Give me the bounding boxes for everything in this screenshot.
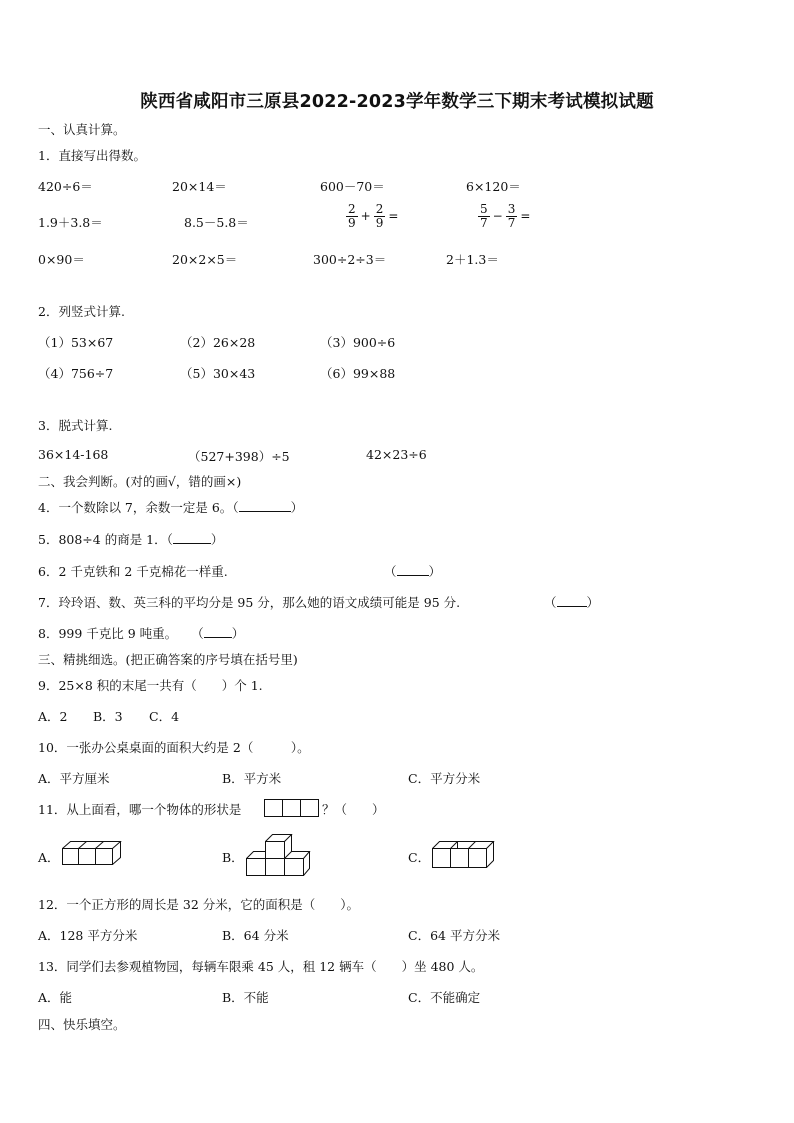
- calc-item: 20×2×5＝: [172, 252, 238, 267]
- question-7: 7．玲玲语、数、英三科的平均分是 95 分，那么她的语文成绩可能是 95 分.: [38, 595, 461, 610]
- fraction-expression-1: $\frac{2}{9}$ + $\frac{2}{9}$ =: [348, 202, 399, 230]
- vertical-calc-item: （4）756÷7: [38, 366, 114, 381]
- stepwise-calc-item: （527+398）÷5: [188, 449, 290, 464]
- stepwise-calc-item: 42×23÷6: [366, 447, 427, 462]
- option-b[interactable]: B．不能: [222, 990, 269, 1005]
- option-b[interactable]: B．3: [93, 709, 123, 724]
- option-a[interactable]: A．2: [38, 709, 68, 724]
- calc-item: 300÷2÷3＝: [313, 252, 387, 267]
- page-title: 陕西省咸阳市三原县2022-2023学年数学三下期末考试模拟试题: [140, 92, 654, 112]
- question-6-answer: （ ）: [384, 564, 442, 579]
- question-4: 4．一个数除以 7，余数一定是 6。（ ）: [38, 500, 304, 515]
- option-a[interactable]: A．128 平方分米: [38, 928, 138, 943]
- calc-item: 20×14＝: [172, 179, 227, 194]
- section-heading-4: 四、快乐填空。: [38, 1017, 126, 1032]
- question-11-text: 11．从上面看，哪一个物体的形状是: [38, 802, 242, 817]
- question-5: 5．808÷4 的商是 1．（ ）: [38, 532, 224, 547]
- question-1-label: 1．直接写出得数。: [38, 148, 146, 163]
- answer-blank[interactable]: [204, 637, 232, 638]
- option-a[interactable]: A．能: [38, 990, 73, 1005]
- calc-item: 0×90＝: [38, 252, 85, 267]
- answer-blank[interactable]: [173, 543, 211, 544]
- calc-item: 6×120＝: [466, 179, 521, 194]
- calc-item: 600－70＝: [320, 179, 385, 194]
- answer-blank[interactable]: [557, 606, 587, 607]
- cube-stack-a-icon: [62, 838, 122, 872]
- calc-item: 8.5－5.8＝: [184, 215, 249, 230]
- vertical-calc-item: （3）900÷6: [320, 335, 396, 350]
- question-8: 8．999 千克比 9 吨重。 （ ）: [38, 626, 245, 641]
- section-heading-1: 一、认真计算。: [38, 122, 126, 137]
- option-c[interactable]: C．: [408, 850, 431, 865]
- fraction: $\frac{5}{7}$: [480, 202, 488, 230]
- vertical-calc-item: （2）26×28: [180, 335, 256, 350]
- option-c[interactable]: C．4: [149, 709, 180, 724]
- section-heading-2: 二、我会判断。(对的画√，错的画×): [38, 474, 242, 489]
- calc-item: 1.9＋3.8＝: [38, 215, 103, 230]
- option-c[interactable]: C．64 平方分米: [408, 928, 500, 943]
- answer-blank[interactable]: [239, 511, 291, 512]
- section-heading-3: 三、精挑细选。(把正确答案的序号填在括号里): [38, 652, 298, 667]
- fraction: $\frac{2}{9}$: [348, 202, 356, 230]
- calc-item: 2＋1.3＝: [446, 252, 499, 267]
- question-7-answer: （ ）: [544, 595, 600, 610]
- question-10: 10．一张办公桌桌面的面积大约是 2（ ）。: [38, 740, 310, 755]
- stepwise-calc-item: 36×14-168: [38, 447, 109, 462]
- option-b[interactable]: B．: [222, 850, 244, 865]
- question-6: 6．2 千克铁和 2 千克棉花一样重.: [38, 564, 228, 579]
- vertical-calc-item: （5）30×43: [180, 366, 256, 381]
- question-13: 13．同学们去参观植物园，每辆车限乘 45 人，租 12 辆车（ ）坐 480 人。: [38, 959, 484, 974]
- vertical-calc-item: （6）99×88: [320, 366, 396, 381]
- question-2-label: 2．列竖式计算.: [38, 304, 125, 319]
- option-a[interactable]: A．: [38, 850, 60, 865]
- option-c[interactable]: C．不能确定: [408, 990, 481, 1005]
- fraction-expression-2: $\frac{5}{7}$ − $\frac{3}{7}$ =: [480, 202, 531, 230]
- question-9: 9．25×8 积的末尾一共有（ ）个 1.: [38, 678, 263, 693]
- question-11-answer: ？（ ）: [322, 802, 385, 817]
- fraction: $\frac{2}{9}$: [375, 202, 384, 230]
- option-a[interactable]: A．平方厘米: [38, 771, 110, 786]
- vertical-calc-item: （1）53×67: [38, 335, 114, 350]
- cube-stack-c-icon: [432, 838, 496, 872]
- option-c[interactable]: C．平方分米: [408, 771, 481, 786]
- option-b[interactable]: B．平方米: [222, 771, 282, 786]
- answer-blank[interactable]: [397, 575, 429, 576]
- fraction: $\frac{3}{7}$: [507, 202, 516, 230]
- cube-stack-b-icon: [246, 832, 310, 878]
- option-b[interactable]: B．64 分米: [222, 928, 289, 943]
- top-view-shape-icon: [264, 799, 320, 818]
- calc-item: 420÷6＝: [38, 179, 93, 194]
- question-12: 12．一个正方形的周长是 32 分米，它的面积是（ ）。: [38, 897, 360, 912]
- question-3-label: 3．脱式计算.: [38, 418, 113, 433]
